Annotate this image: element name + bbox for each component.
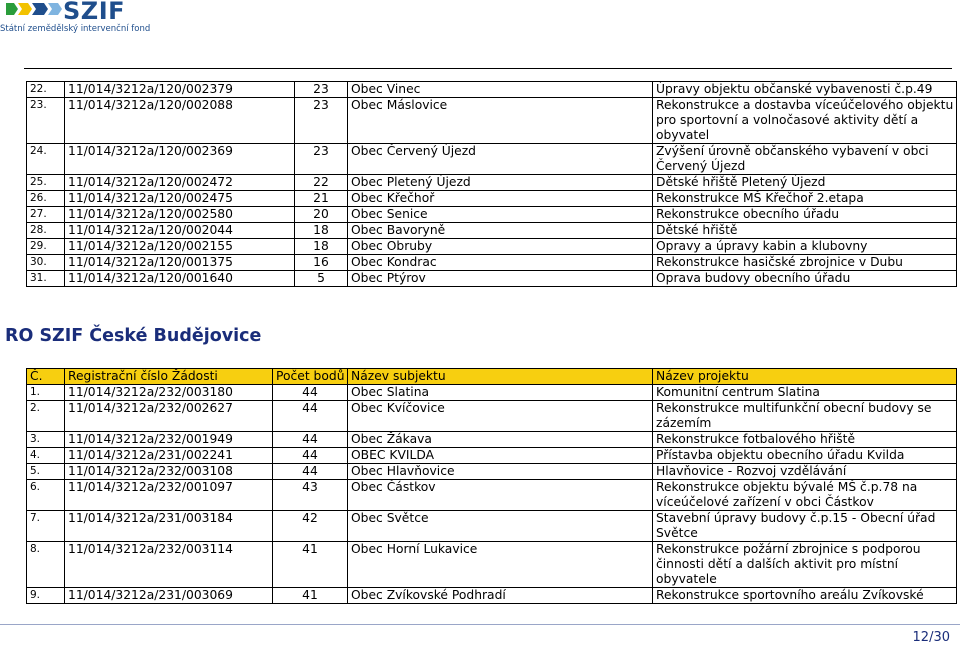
row-number: 22.: [27, 82, 65, 98]
table-row: [27, 255, 957, 271]
logo-wordmark: SZIF: [63, 0, 126, 25]
row-number: 2.: [27, 401, 65, 432]
registration-number: 11/014/3212a/120/002088: [65, 98, 295, 144]
logo-subtitle: Státní zemědělský intervenční fond: [0, 24, 151, 34]
points: 44: [273, 385, 348, 401]
projects-table-ceske-budejovice: [26, 368, 957, 604]
row-number: 24.: [27, 144, 65, 175]
row-number: 1.: [27, 385, 65, 401]
section-title: RO SZIF České Budějovice: [5, 326, 262, 346]
registration-number: 11/014/3212a/120/002475: [65, 191, 295, 207]
subject-name: Obec Světce: [348, 511, 653, 542]
registration-number: 11/014/3212a/231/002241: [65, 448, 273, 464]
registration-number: 11/014/3212a/120/001640: [65, 271, 295, 287]
subject-name: Obec Zvíkovské Podhradí: [348, 588, 653, 604]
table-row: [27, 191, 957, 207]
points: 22: [295, 175, 348, 191]
points: 44: [273, 401, 348, 432]
header-number: Č.: [27, 369, 65, 385]
project-name: Stavební úpravy budovy č.p.15 - Obecní úřad Světce: [653, 511, 957, 542]
row-number: 30.: [27, 255, 65, 271]
registration-number: 11/014/3212a/231/003069: [65, 588, 273, 604]
project-name: Komunitní centrum Slatina: [653, 385, 957, 401]
projects-table-continued: [26, 81, 957, 287]
points: 21: [295, 191, 348, 207]
subject-name: Obec Kvíčovice: [348, 401, 653, 432]
project-name: Rekonstrukce a dostavba víceúčelového objektu pro sportovní a volnočasové aktivity dětí a obyvatel: [653, 98, 957, 144]
registration-number: 11/014/3212a/120/002369: [65, 144, 295, 175]
projects-table-body: [27, 82, 957, 287]
page-number: 12/30: [912, 630, 950, 645]
table-row: [27, 448, 957, 464]
registration-number: 11/014/3212a/120/002044: [65, 223, 295, 239]
project-name: Dětské hřiště: [653, 223, 957, 239]
table-row: [27, 588, 957, 604]
subject-name: Obec Horní Lukavice: [348, 542, 653, 588]
project-name: Přístavba objektu obecního úřadu Kvilda: [653, 448, 957, 464]
row-number: 23.: [27, 98, 65, 144]
registration-number: 11/014/3212a/232/003180: [65, 385, 273, 401]
points: 44: [273, 448, 348, 464]
table-row: [27, 175, 957, 191]
project-name: Úpravy objektu občanské vybavenosti č.p.49: [653, 82, 957, 98]
registration-number: 11/014/3212a/120/002379: [65, 82, 295, 98]
table-row: [27, 511, 957, 542]
points: 5: [295, 271, 348, 287]
registration-number: 11/014/3212a/232/002627: [65, 401, 273, 432]
points: 44: [273, 432, 348, 448]
row-number: 4.: [27, 448, 65, 464]
row-number: 5.: [27, 464, 65, 480]
registration-number: 11/014/3212a/232/001949: [65, 432, 273, 448]
row-number: 29.: [27, 239, 65, 255]
table-row: [27, 401, 957, 432]
project-name: Rekonstrukce MŠ Křečhoř 2.etapa: [653, 191, 957, 207]
table-row: [27, 271, 957, 287]
table-row: [27, 207, 957, 223]
points: 18: [295, 239, 348, 255]
project-name: Zvýšení úrovně občanského vybavení v obci Červený Újezd: [653, 144, 957, 175]
header-registration: Registrační číslo Žádosti: [65, 369, 273, 385]
table-row: [27, 432, 957, 448]
subject-name: Obec Hlavňovice: [348, 464, 653, 480]
registration-number: 11/014/3212a/232/003114: [65, 542, 273, 588]
subject-name: Obec Kondrac: [348, 255, 653, 271]
row-number: 6.: [27, 480, 65, 511]
project-name: Rekonstrukce sportovního areálu Zvíkovské: [653, 588, 957, 604]
row-number: 8.: [27, 542, 65, 588]
project-name: Rekonstrukce obecního úřadu: [653, 207, 957, 223]
subject-name: Obec Bavoryně: [348, 223, 653, 239]
registration-number: 11/014/3212a/120/002155: [65, 239, 295, 255]
points: 23: [295, 98, 348, 144]
table-row: [27, 480, 957, 511]
table-row: [27, 98, 957, 144]
projects-table-body: [27, 385, 957, 604]
registration-number: 11/014/3212a/120/002580: [65, 207, 295, 223]
table-row: [27, 542, 957, 588]
subject-name: OBEC KVILDA: [348, 448, 653, 464]
table-row: [27, 144, 957, 175]
subject-name: Obec Ptýrov: [348, 271, 653, 287]
project-name: Rekonstrukce požární zbrojnice s podporou činnosti dětí a dalších aktivit pro místní obyvatele: [653, 542, 957, 588]
points: 23: [295, 144, 348, 175]
subject-name: Obec Částkov: [348, 480, 653, 511]
project-name: Rekonstrukce fotbalového hřiště: [653, 432, 957, 448]
registration-number: 11/014/3212a/120/001375: [65, 255, 295, 271]
subject-name: Obec Křečhoř: [348, 191, 653, 207]
project-name: Dětské hřiště Pletený Újezd: [653, 175, 957, 191]
registration-number: 11/014/3212a/232/001097: [65, 480, 273, 511]
row-number: 28.: [27, 223, 65, 239]
points: 41: [273, 542, 348, 588]
subject-name: Obec Červený Újezd: [348, 144, 653, 175]
top-rule: [24, 68, 952, 69]
project-name: Rekonstrukce multifunkční obecní budovy se zázemím: [653, 401, 957, 432]
table-row: [27, 464, 957, 480]
points: 44: [273, 464, 348, 480]
subject-name: Obec Vinec: [348, 82, 653, 98]
header-project: Název projektu: [653, 369, 957, 385]
points: 16: [295, 255, 348, 271]
header-points: Počet bodů: [273, 369, 348, 385]
subject-name: Obec Senice: [348, 207, 653, 223]
row-number: 25.: [27, 175, 65, 191]
subject-name: Obec Žákava: [348, 432, 653, 448]
table-row: [27, 223, 957, 239]
subject-name: Obec Obruby: [348, 239, 653, 255]
points: 23: [295, 82, 348, 98]
points: 42: [273, 511, 348, 542]
points: 18: [295, 223, 348, 239]
row-number: 26.: [27, 191, 65, 207]
project-name: Rekonstrukce objektu bývalé MŠ č.p.78 na víceúčelové zařízení v obci Částkov: [653, 480, 957, 511]
registration-number: 11/014/3212a/231/003184: [65, 511, 273, 542]
subject-name: Obec Pletený Újezd: [348, 175, 653, 191]
registration-number: 11/014/3212a/232/003108: [65, 464, 273, 480]
project-name: Opravy a úpravy kabin a klubovny: [653, 239, 957, 255]
footer-rule: [0, 624, 960, 625]
subject-name: Obec Slatina: [348, 385, 653, 401]
subject-name: Obec Máslovice: [348, 98, 653, 144]
row-number: 3.: [27, 432, 65, 448]
points: 43: [273, 480, 348, 511]
registration-number: 11/014/3212a/120/002472: [65, 175, 295, 191]
points: 41: [273, 588, 348, 604]
row-number: 9.: [27, 588, 65, 604]
table-header-row: [27, 369, 957, 385]
project-name: Rekonstrukce hasičské zbrojnice v Dubu: [653, 255, 957, 271]
project-name: Hlavňovice - Rozvoj vzdělávání: [653, 464, 957, 480]
table-row: [27, 385, 957, 401]
project-name: Oprava budovy obecního úřadu: [653, 271, 957, 287]
szif-logo-mark: [0, 0, 64, 18]
points: 20: [295, 207, 348, 223]
header-subject: Název subjektu: [348, 369, 653, 385]
table-row: [27, 82, 957, 98]
table-row: [27, 239, 957, 255]
row-number: 27.: [27, 207, 65, 223]
row-number: 31.: [27, 271, 65, 287]
row-number: 7.: [27, 511, 65, 542]
